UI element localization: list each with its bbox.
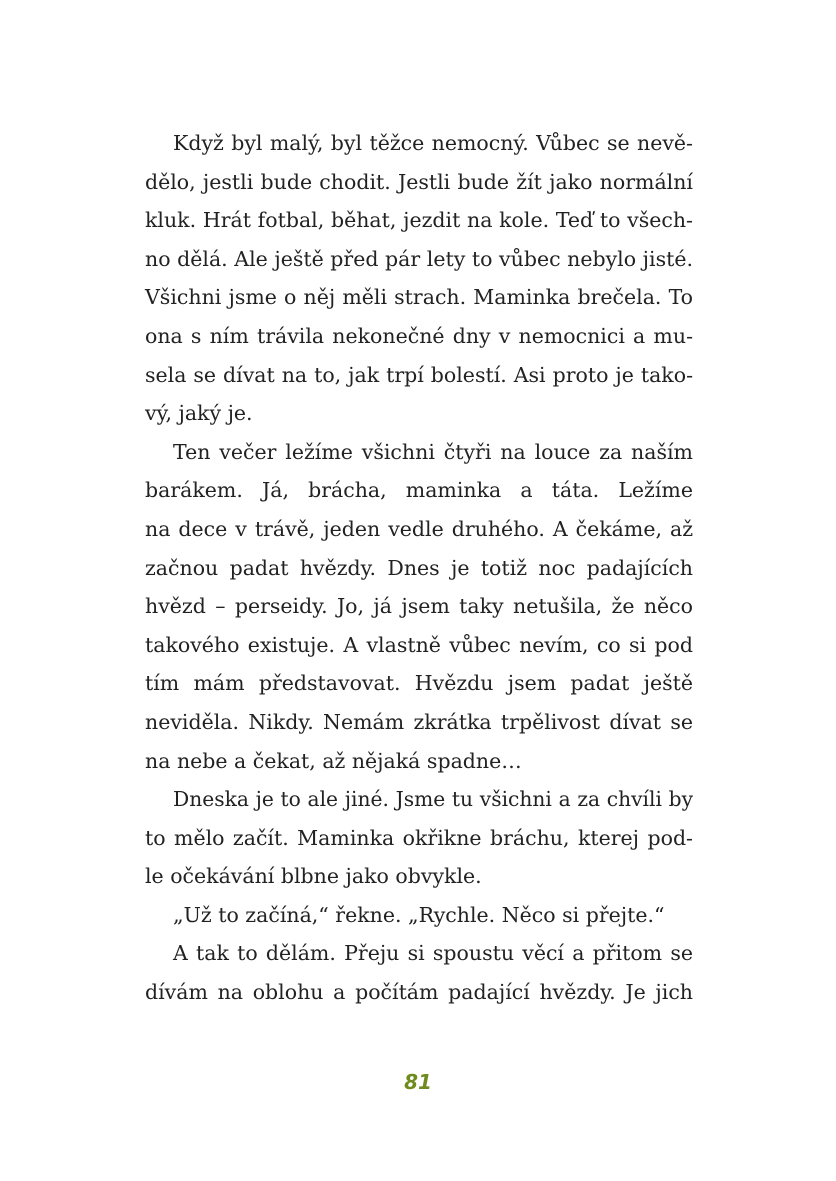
text-line: tím mám představovat. Hvězdu jsem padat ještě	[145, 671, 693, 696]
text-line: dívám na oblohu a počítám padající hvězdy. Je jich	[145, 980, 693, 1005]
text-line: Když byl malý, byl těžce nemocný. Vůbec se nevě-	[173, 131, 693, 155]
paragraph	[145, 124, 693, 433]
text-line: no dělá. Ale ještě před pár lety to vůbec nebylo jisté.	[145, 246, 693, 271]
text-line: sela se dívat na to, jak trpí bolestí. Asi proto je tako-	[145, 362, 693, 387]
paragraph	[145, 780, 693, 896]
text-line: le očekávání blbne jako obvykle.	[145, 864, 482, 889]
text-line: na dece v trávě, jeden vedle druhého. A čekáme, až	[145, 516, 693, 541]
text-line: ona s ním trávila nekonečné dny v nemocnici a mu-	[145, 323, 693, 348]
text-line: takového existuje. A vlastně vůbec nevím, co si pod	[145, 632, 693, 657]
text-line: neviděla. Nikdy. Nemám zkrátka trpělivost dívat se	[145, 709, 693, 734]
paragraph	[145, 433, 693, 780]
page-number: 81	[404, 1070, 432, 1094]
text-line: na nebe a čekat, až nějaká spadne…	[145, 748, 522, 773]
text-line: A tak to dělám. Přeju si spoustu věcí a přitom se	[173, 941, 693, 966]
text-line: vý, jaký je.	[145, 401, 253, 426]
text-line: dělo, jestli bude chodit. Jestli bude žít jako normální	[145, 169, 693, 194]
text-line: „Už to začíná,“ řekne. „Rychle. Něco si přejte.“	[173, 902, 665, 927]
text-line: začnou padat hvězdy. Dnes je totiž noc padajících	[145, 555, 693, 580]
paragraph	[145, 896, 693, 935]
text-line: Ten večer ležíme všichni čtyři na louce za naším	[173, 439, 693, 464]
paragraph	[145, 934, 693, 1011]
text-line: to mělo začít. Maminka okřikne bráchu, kterej pod-	[145, 825, 693, 850]
text-line: kluk. Hrát fotbal, běhat, jezdit na kole. Teď to všech-	[145, 208, 693, 233]
text-line: Dneska je to ale jiné. Jsme tu všichni a za chvíli by	[173, 787, 693, 812]
text-line: hvězd – perseidy. Jo, já jsem taky netušila, že něco	[145, 594, 693, 619]
text-line: barákem. Já, brácha, maminka a táta. Ležíme	[145, 478, 693, 503]
body-text	[145, 124, 693, 1012]
text-line: Všichni jsme o něj měli strach. Maminka brečela. To	[145, 285, 693, 310]
